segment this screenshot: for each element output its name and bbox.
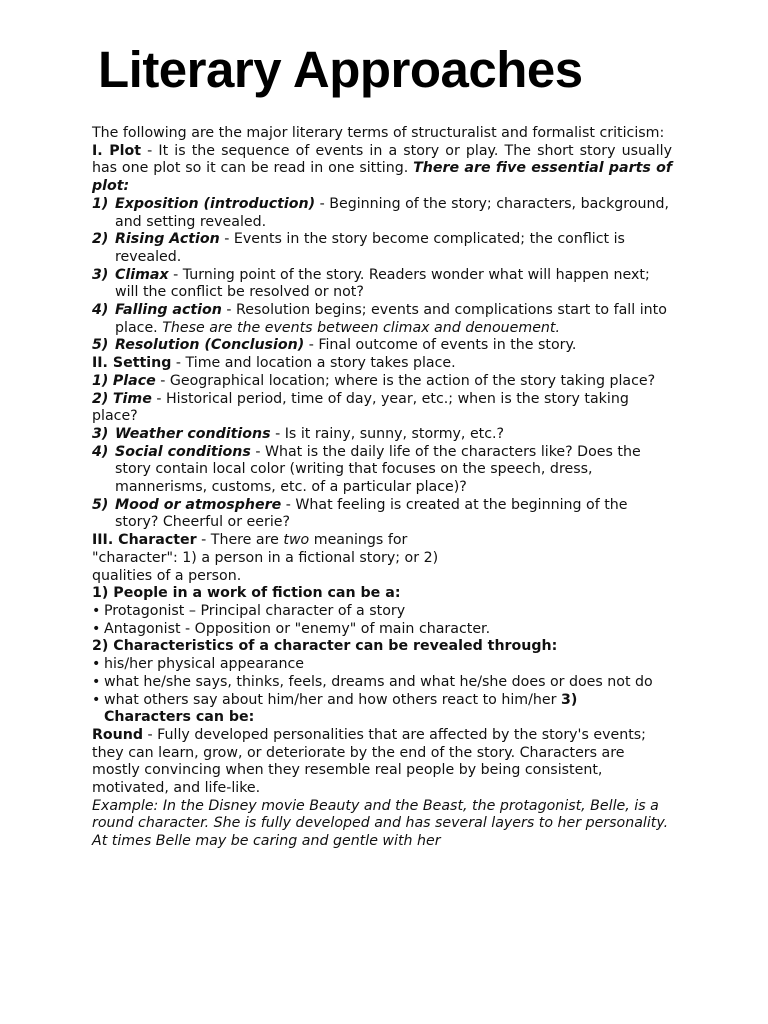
bullet-icon: • xyxy=(92,602,101,619)
plot-part-number: 3) xyxy=(92,266,109,283)
setting-item-desc: - What feeling is created at the beginning of the story? Cheerful or eerie? xyxy=(115,496,628,531)
setting-paragraph xyxy=(92,355,672,373)
list-item-text: what he/she says, thinks, feels, dreams and what he/she does or does not do xyxy=(104,673,653,690)
plot-part-number: 4) xyxy=(92,302,109,319)
setting-item xyxy=(92,426,672,444)
round-term: Round xyxy=(92,726,144,743)
plot-part xyxy=(92,267,672,302)
setting-place-term: Place xyxy=(112,372,156,389)
plot-part-number: 2) xyxy=(92,231,109,248)
list-item xyxy=(92,656,672,674)
plot-part-desc: - Turning point of the story. Readers wonder what will happen next; will the conflict be resolved or not? xyxy=(115,266,650,301)
character-subheading: 1) People in a work of fiction can be a: xyxy=(92,585,401,602)
plot-part-term: Climax xyxy=(115,266,169,283)
plot-part-note: These are the events between climax and denouement. xyxy=(162,319,560,336)
document-body xyxy=(92,125,672,851)
plot-part xyxy=(92,196,672,231)
setting-time-desc: - Historical period, time of day, year, etc.; when is the story taking place? xyxy=(92,390,629,425)
character-subheading: Characters can be: xyxy=(104,709,255,726)
character-text: meanings for xyxy=(309,532,408,549)
list-item-text: his/her physical appearance xyxy=(104,656,305,673)
character-line: qualities of a person. xyxy=(92,567,242,584)
example-paragraph: Example: In the Disney movie Beauty and the Beast, the protagonist, Belle, is a round character. She is fully developed and has several layers to her personality. At times Belle may be caring and gentle with her xyxy=(92,797,669,850)
list-item-text: Protagonist – Principal character of a story xyxy=(104,602,406,619)
round-paragraph xyxy=(92,727,672,798)
setting-item-term: Mood or atmosphere xyxy=(115,496,282,513)
plot-part-term: Falling action xyxy=(115,302,222,319)
list-item xyxy=(92,692,672,727)
character-heading: III. Character xyxy=(92,532,197,549)
bullet-icon: • xyxy=(92,691,101,708)
round-desc: - Fully developed personalities that are affected by the story's events; they can learn, grow, or deteriorate by the end of the story. Characters are mostly convincing when they resemble real people by being consistent, motivated, and life-like. xyxy=(92,726,646,797)
character-line: "character": 1) a person in a fictional story; or 2) xyxy=(92,549,439,566)
list-item-text: Antagonist - Opposition or "enemy" of main character. xyxy=(104,620,491,637)
plot-paragraph xyxy=(92,143,672,196)
plot-part-desc: - Beginning of the story; characters, background, and setting revealed. xyxy=(115,195,669,230)
page-title: Literary Approaches xyxy=(98,41,583,98)
plot-part-desc: - Resolution begins; events and complications start to fall into place. xyxy=(115,302,667,336)
setting-item-term: Social conditions xyxy=(115,443,251,460)
setting-item xyxy=(92,444,672,497)
list-item-text: what others say about him/her and how others react to him/her xyxy=(104,691,561,708)
plot-part-number: 5) xyxy=(92,337,109,354)
plot-part-desc: - Events in the story become complicated; the conflict is revealed. xyxy=(115,231,625,265)
plot-part xyxy=(92,302,672,337)
character-text: - There are xyxy=(196,532,284,549)
intro-paragraph: The following are the major literary terms of structuralist and formalist criticism: xyxy=(92,125,665,141)
list-item xyxy=(92,603,672,621)
setting-item-term: Weather conditions xyxy=(115,425,271,442)
bullet-icon: • xyxy=(92,656,101,673)
list-item xyxy=(92,621,672,639)
setting-item-desc: - Is it rainy, sunny, stormy, etc.? xyxy=(270,425,505,442)
character-subheading: 2) Characteristics of a character can be revealed through: xyxy=(92,638,558,655)
bullet-icon: • xyxy=(92,673,101,690)
character-paragraph xyxy=(92,532,672,550)
setting-item-desc: - What is the daily life of the characters like? Does the story contain local color (writing that focuses on the speech, dress, mannerisms, customs, etc. of a particular place)? xyxy=(115,443,641,496)
list-item xyxy=(92,674,672,692)
plot-text: - It is the sequence of events in a story or play. The short story usually has one plot so it can be read in one sitting. xyxy=(92,142,672,177)
setting-heading: II. Setting xyxy=(92,355,172,372)
setting-item-number: 5) xyxy=(92,496,109,513)
plot-part-term: Resolution (Conclusion) xyxy=(115,337,305,354)
setting-place-time xyxy=(92,373,672,426)
plot-part xyxy=(92,337,672,355)
plot-part-desc: - Final outcome of events in the story. xyxy=(304,337,577,354)
plot-part-number: 1) xyxy=(92,195,109,212)
plot-heading: I. Plot xyxy=(92,142,142,159)
plot-part xyxy=(92,231,672,266)
character-subheading-number: 3) xyxy=(560,691,578,708)
plot-part-term: Exposition (introduction) xyxy=(115,195,316,212)
setting-time-number: 2) xyxy=(92,390,109,407)
plot-emphasis: There are five essential parts of plot: xyxy=(92,160,673,195)
setting-place-number: 1) xyxy=(92,372,109,389)
setting-item xyxy=(92,497,672,532)
plot-part-term: Rising Action xyxy=(115,231,220,248)
setting-item-number: 3) xyxy=(92,425,109,442)
setting-item-number: 4) xyxy=(92,443,109,460)
character-text-emphasis: two xyxy=(283,532,310,549)
setting-time-term: Time xyxy=(112,390,152,407)
setting-text: - Time and location a story takes place. xyxy=(171,355,456,372)
setting-place-desc: - Geographical location; where is the action of the story taking place? xyxy=(155,372,656,389)
bullet-icon: • xyxy=(92,620,101,637)
